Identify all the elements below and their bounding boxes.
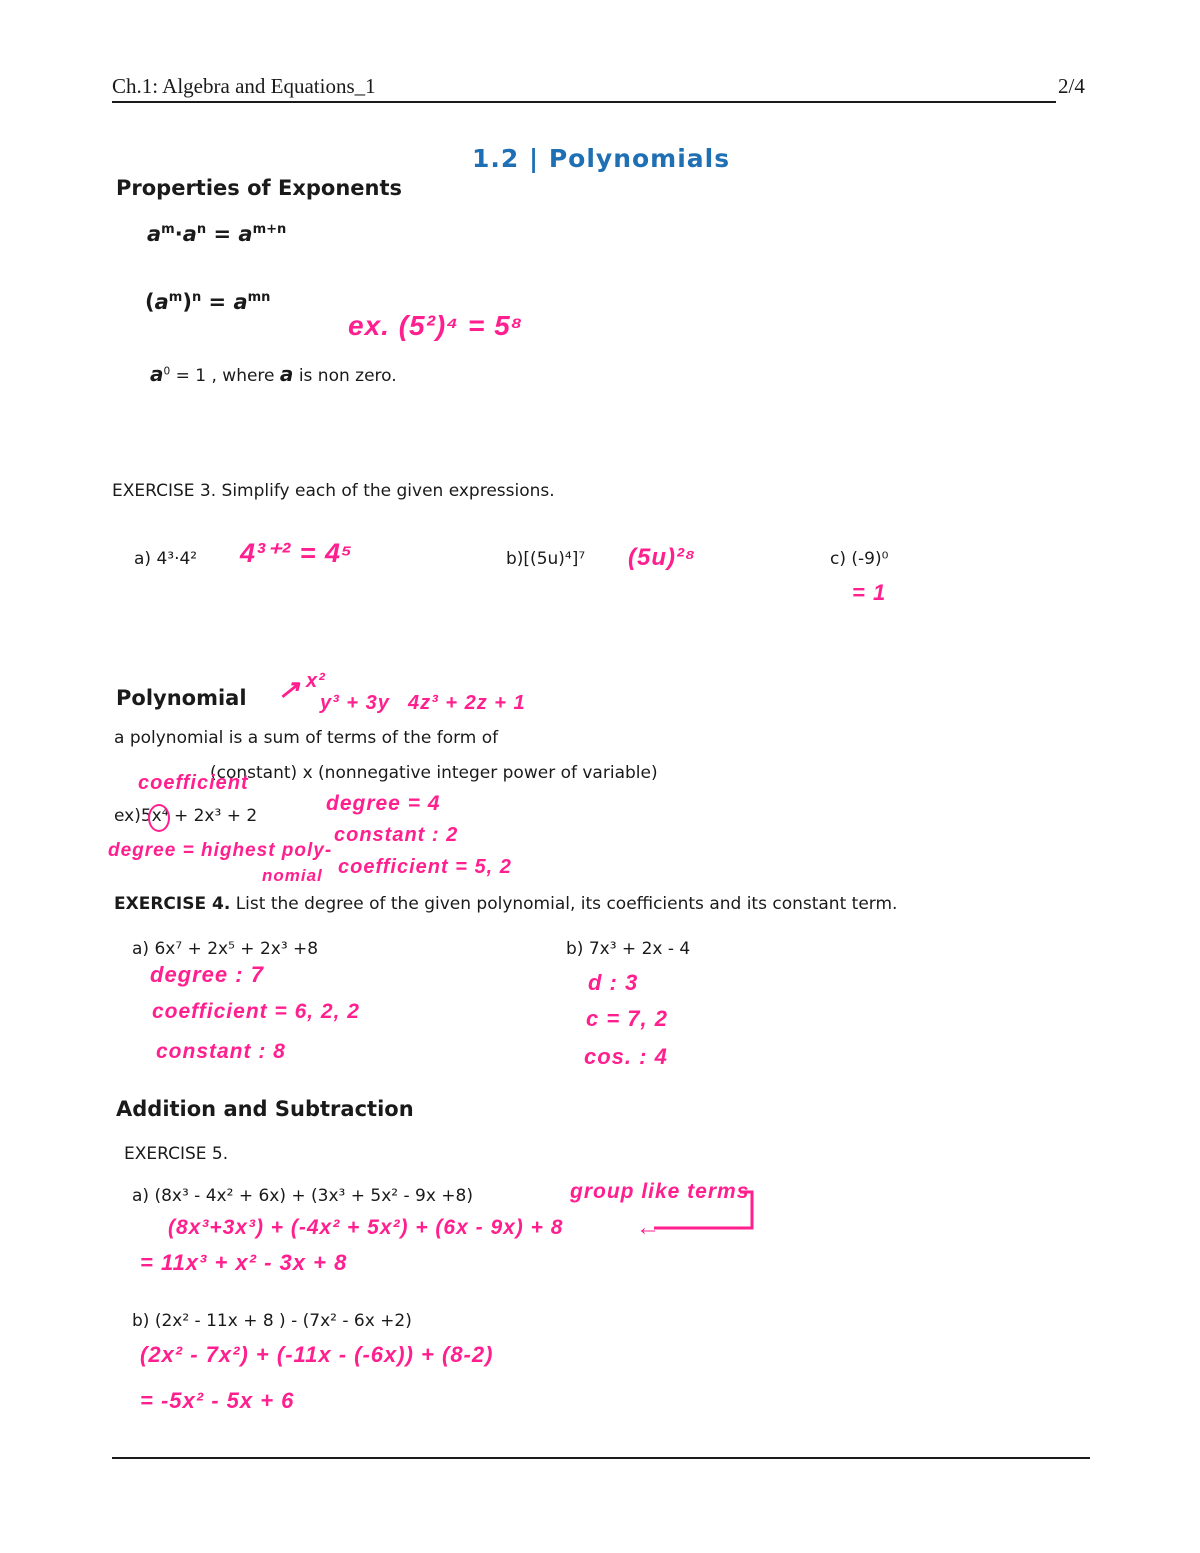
polynomial-example-expression: 5x⁴ + 2x³ + 2 <box>140 806 258 826</box>
exercise4-b-degree: d : 3 <box>588 970 639 995</box>
header-title: Ch.1: Algebra and Equations_1 <box>112 74 376 98</box>
exercise5-a-step1: (8x³+3x³) + (-4x² + 5x²) + (6x - 9x) + 8 <box>168 1216 564 1239</box>
zero-rule-tail: is non zero. <box>298 366 397 386</box>
exponent-example-note: ex. (5²)⁴ = 5⁸ <box>348 310 524 341</box>
footer-rule <box>112 1457 1090 1459</box>
exercise3-a: a) 4³·4² <box>134 549 198 569</box>
exercise4-a: a) 6x⁷ + 2x⁵ + 2x³ +8 <box>132 939 319 959</box>
exponents-heading: Properties of Exponents <box>116 176 403 200</box>
exercise4-a-constant: constant : 8 <box>156 1040 286 1063</box>
note-constant: constant : 2 <box>334 824 459 846</box>
zero-exponent-rule: $a^0 = 1$ , where a is non zero. <box>150 362 397 386</box>
section-title: 1.2 | Polynomials <box>472 144 731 173</box>
polynomial-note-y: y³ + 3y <box>320 692 390 714</box>
note-coefficients: coefficient = 5, 2 <box>338 856 512 878</box>
exercise5-label: EXERCISE 5. <box>124 1144 229 1164</box>
addsub-heading: Addition and Subtraction <box>116 1097 414 1121</box>
note-nomial: nomial <box>262 866 323 885</box>
exercise3-a-answer: 4³⁺² = 4⁵ <box>240 538 354 568</box>
product-rule: $a^m\cdot a^n = a^{m+n}$ <box>147 222 287 246</box>
exercise4-a-coefficients: coefficient = 6, 2, 2 <box>152 1000 360 1023</box>
exercise3-instruction: Simplify each of the given expressions. <box>221 481 555 501</box>
exercise5-b-step1: (2x² - 7x²) + (-11x - (-6x)) + (8-2) <box>140 1342 494 1367</box>
exercise3-c-answer: = 1 <box>852 580 887 605</box>
exercise3-c: c) (-9)⁰ <box>830 549 889 569</box>
note-degree-definition: degree = highest poly- <box>108 840 333 861</box>
exercise5-a: a) (8x³ - 4x² + 6x) + (3x³ + 5x² - 9x +8) <box>132 1186 474 1206</box>
exercise3-line <box>112 481 555 501</box>
exercise5-a-group-note: group like terms <box>570 1180 750 1203</box>
exercise3-b: b)[(5u)⁴]⁷ <box>506 549 586 569</box>
exercise5-b: b) (2x² - 11x + 8 ) - (7x² - 6x +2) <box>132 1311 412 1331</box>
exercise4-instruction: List the degree of the given polynomial, its coefficients and its constant term. <box>235 894 898 914</box>
header-rule <box>112 101 1056 103</box>
polynomial-example-prefix: ex) <box>114 806 141 826</box>
polynomial-form: (constant) x (nonnegative integer power of variable) <box>210 763 658 783</box>
note-degree: degree = 4 <box>326 792 441 815</box>
polynomial-heading: Polynomial <box>116 686 247 710</box>
page-number: 2/4 <box>1058 74 1085 98</box>
exercise5-b-result: = -5x² - 5x + 6 <box>140 1388 295 1413</box>
note-coefficient: coefficient <box>138 772 249 794</box>
zero-rule-text: = 1 , where <box>175 366 275 386</box>
exercise3-b-answer: (5u)²⁸ <box>628 544 696 571</box>
polynomial-arrow-icon: ↗ <box>278 674 301 704</box>
exercise3-label: EXERCISE 3. <box>112 481 217 501</box>
polynomial-note-z: 4z³ + 2z + 1 <box>408 692 526 714</box>
power-rule: $(a^m)^n = a^{mn}$ <box>145 290 271 314</box>
exercise4-b-coefficients: c = 7, 2 <box>586 1006 669 1031</box>
polynomial-example <box>114 806 257 826</box>
exercise5-a-arrow-icon: ← <box>636 1214 661 1241</box>
exercise4-label: EXERCISE 4. <box>114 894 231 914</box>
exercise4-b-constant: cos. : 4 <box>584 1044 668 1069</box>
exercise4-line <box>114 894 897 914</box>
exercise4-a-degree: degree : 7 <box>150 962 264 987</box>
polynomial-definition: a polynomial is a sum of terms of the form of <box>114 728 499 748</box>
exercise4-b: b) 7x³ + 2x - 4 <box>566 939 691 959</box>
exercise5-a-result: = 11x³ + x² - 3x + 8 <box>140 1250 348 1275</box>
polynomial-note-x2: x² <box>306 670 326 692</box>
coefficient-circle <box>148 804 170 832</box>
